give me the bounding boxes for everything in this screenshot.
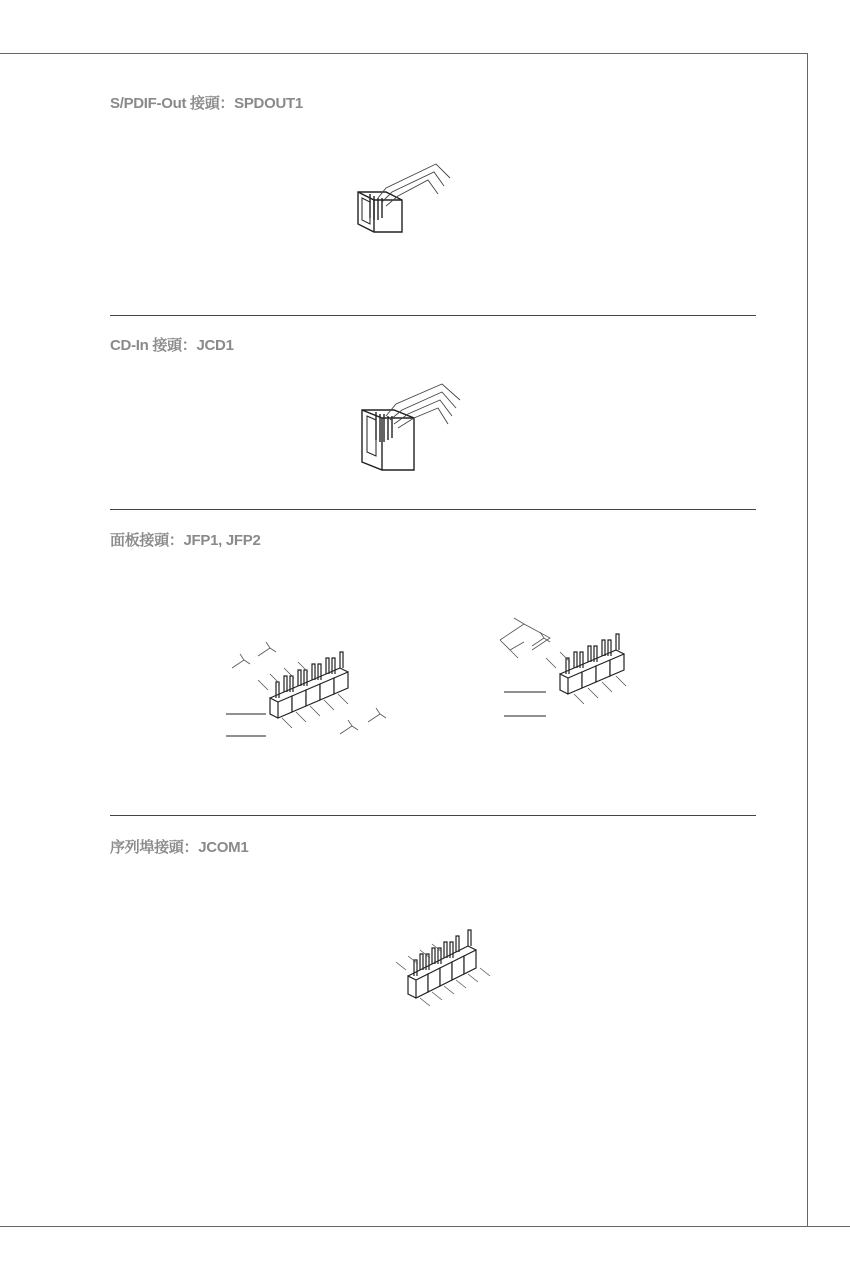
page-frame-top [0,53,808,54]
section-divider [110,509,756,510]
section-title-cd-in: CD-In 接頭：JCD1 [110,337,234,354]
section-title-front-panel: 面板接頭：JFP1, JFP2 [110,532,261,549]
page-frame-right [807,53,808,1227]
section-divider [110,315,756,316]
page-frame-bottom [0,1226,850,1227]
section-title-serial: 序列埠接頭：JCOM1 [110,839,249,856]
section-divider [110,815,756,816]
jfp1-pin-header-icon [220,640,400,750]
jfp2-pin-header-icon [496,614,646,734]
spdif-connector-icon [350,158,460,238]
cd-in-connector-icon [358,384,468,474]
section-title-spdif: S/PDIF-Out 接頭：SPDOUT1 [110,95,303,112]
jcom1-pin-header-icon [390,930,510,1020]
